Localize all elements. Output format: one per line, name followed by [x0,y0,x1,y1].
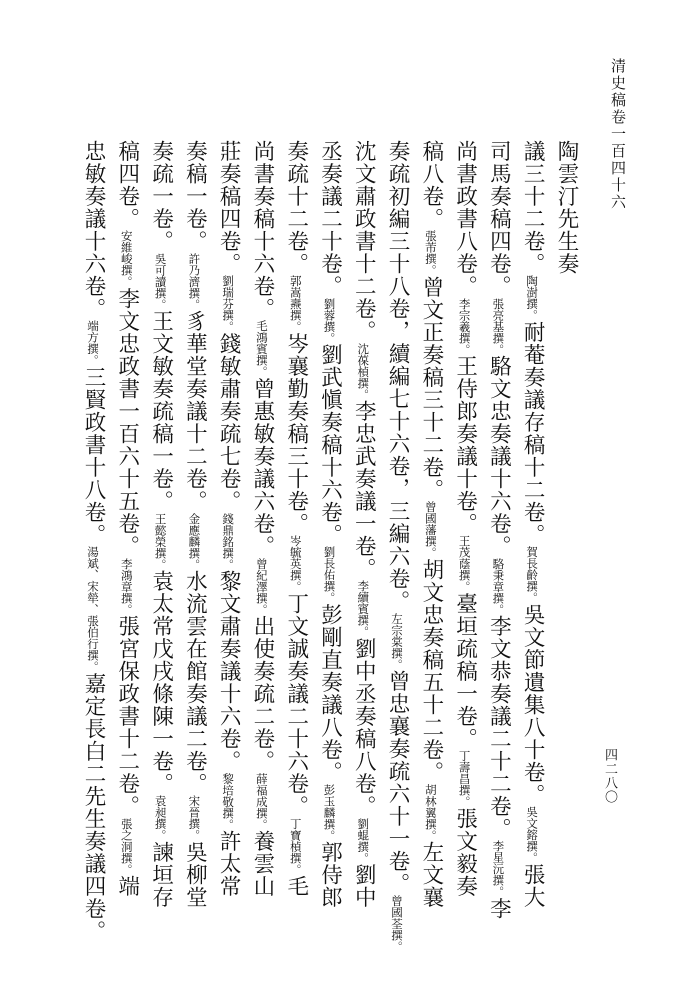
main-text: 豸華堂奏議十二卷。 [182,310,208,513]
annotation-note: 丁壽昌撰。 [457,750,472,808]
annotation-note: 毛鴻賓撰。 [254,320,269,378]
main-text: 劉中 [351,863,377,909]
main-text: 駱文忠奏議十六卷。 [486,355,512,558]
main-text: 李忠武奏議一卷。 [351,400,377,580]
main-text: 許太常 [216,830,242,898]
text-column [452,140,478,970]
annotation-note: 李鴻章撰。 [119,557,134,615]
text-column [249,140,275,970]
main-text: 稿四卷。 [114,140,140,230]
annotation-note: 李宗羲撰。 [457,297,472,355]
text-column [148,140,174,970]
text-column [519,140,545,970]
main-text: 奏稿一卷。 [182,140,208,253]
text-column [181,140,207,970]
main-text: 臺垣疏稿一卷。 [452,592,478,750]
annotation-note: 沈葆楨撰。 [356,342,371,400]
main-text: 王侍郎奏議十卷。 [452,355,478,535]
main-text: 丁文誠奏議二十六卷。 [283,592,309,818]
annotation-note: 端方撰。 [86,320,100,366]
main-text: 奏疏十二卷。 [283,140,309,275]
main-text: 劉中丞奏稿八卷。 [351,637,377,818]
annotation-note: 賀長齡撰。 [525,546,540,604]
main-text: 司馬奏稿四卷。 [486,140,512,298]
annotation-note: 丁寶楨撰。 [288,817,303,875]
annotation-note: 王懿榮撰。 [153,512,168,570]
main-text: 張文毅奏 [452,807,478,898]
main-text: 錢敏肅奏疏七卷。 [216,332,242,513]
annotation-note: 錢鼎銘撰。 [221,512,236,570]
main-text: 議三十二卷。 [520,140,546,275]
main-text: 丞奏議二十卷。 [317,140,343,298]
text-column [215,140,241,970]
main-text: 曾惠敏奏議六卷。 [249,377,275,558]
main-text: 李 [486,897,512,920]
main-text: 曾文正奏稿三十二卷。 [418,276,444,501]
text-column [283,140,309,970]
main-text: 吳文節遺集八十卷。 [520,603,546,806]
main-text: 吳柳堂 [182,841,208,909]
main-text: 養雲山 [249,830,275,898]
text-column [553,140,579,970]
main-text: 莊奏稿四卷。 [216,140,242,275]
annotation-note: 李星沅撰。 [491,840,506,898]
main-text: 王文敏奏疏稿一卷。 [148,310,174,513]
annotation-note: 胡林翼撰。 [423,783,438,841]
annotation-note: 曾紀澤撰。 [254,557,269,615]
text-column [114,140,140,970]
annotation-note: 金應麟撰。 [187,512,202,570]
text-column [485,140,511,970]
main-text: 張宮保政書十二卷。 [114,615,140,818]
main-text: 忠敏奏議十六卷。 [81,140,106,320]
main-text: 沈文肅政書十二卷。 [351,140,377,343]
annotation-note: 劉蓉撰。 [322,297,337,344]
main-text: 嘉定長白二先生奏議四卷。 [81,672,106,943]
main-text: 奏疏初編三十八卷，續編七十六卷，三編六卷。 [385,140,411,613]
annotation-note: 郭嵩燾撰。 [288,275,303,333]
annotation-note: 安維峻撰。 [119,230,134,288]
main-text: 尚書政書八卷。 [452,140,478,298]
page-header: 清史稿卷一百四十六 [609,58,627,211]
main-text: 袁太常戊戌條陳一卷。 [148,570,174,795]
annotation-note: 劉瑞芬撰。 [221,275,236,333]
main-text: 奏疏一卷。 [148,140,174,253]
main-text: 曾忠襄奏疏六十一卷。 [385,670,411,895]
annotation-note: 李續賓撰。 [356,580,371,638]
annotation-note: 薛福成撰。 [254,772,269,830]
main-text: 尚書奏稿十六卷。 [249,140,275,320]
annotation-note: 曾國荃撰。 [390,895,405,953]
main-text: 岑襄勤奏稿三十卷。 [283,332,309,535]
main-text: 郭侍郎 [317,841,343,909]
annotation-note: 宋晉撰。 [187,795,202,841]
main-text: 李文忠政書一百六十五卷。 [114,287,140,558]
annotation-note: 駱秉章撰。 [491,557,506,615]
main-text: 黎文肅奏議十六卷。 [216,570,242,773]
main-text: 耐菴奏議存稿十二卷。 [520,321,546,546]
main-text: 毛 [283,875,309,898]
body-text [80,140,579,970]
main-text: 三賢政書十八卷。 [81,366,106,546]
annotation-note: 彭玉麟撰。 [322,783,337,841]
annotation-note: 黎培敬撰。 [221,772,236,830]
annotation-note: 吳可讀撰。 [153,252,168,310]
annotation-note: 劉蜫撰。 [356,817,371,864]
main-text: 水流雲在館奏議二卷。 [182,570,208,795]
main-text: 出使奏疏二卷。 [249,615,275,773]
text-column [384,140,410,970]
main-text: 張大 [520,863,546,909]
main-text: 諫垣存 [148,841,174,909]
annotation-note: 袁昶撰。 [153,795,168,841]
annotation-note: 劉長佑撰。 [322,546,337,604]
main-text: 彭剛直奏議八卷。 [317,603,343,784]
annotation-note: 許乃濟撰。 [187,252,202,310]
main-text: 劉武愼奏稿十六卷。 [317,343,343,546]
annotation-note: 曾國藩撰。 [423,501,438,559]
main-text: 稿八卷。 [418,140,444,230]
annotation-note: 張芾撰。 [423,230,438,276]
annotation-note: 湯斌、宋犖、張伯行撰。 [86,546,100,673]
annotation-note: 左宗棠撰。 [390,612,405,670]
main-text: 左文襄 [418,841,444,909]
annotation-note: 張亮基撰。 [491,297,506,355]
annotation-note: 王茂蔭撰。 [457,535,472,593]
annotation-note: 陶澍撰。 [525,275,540,321]
annotation-note: 岑毓英撰。 [288,535,303,593]
text-column [350,140,376,970]
main-text: 陶雲汀先生奏 [553,140,579,275]
main-text: 胡文忠奏稿五十二卷。 [418,558,444,784]
page-number: 四二八〇 [602,748,617,804]
text-column [80,140,106,970]
annotation-note: 吳文鎔撰。 [525,806,540,864]
main-text: 李文恭奏議二十二卷。 [486,615,512,840]
text-column [418,140,444,970]
text-column [316,140,342,970]
annotation-note: 張之洞撰。 [119,817,134,875]
main-text: 端 [114,875,140,898]
